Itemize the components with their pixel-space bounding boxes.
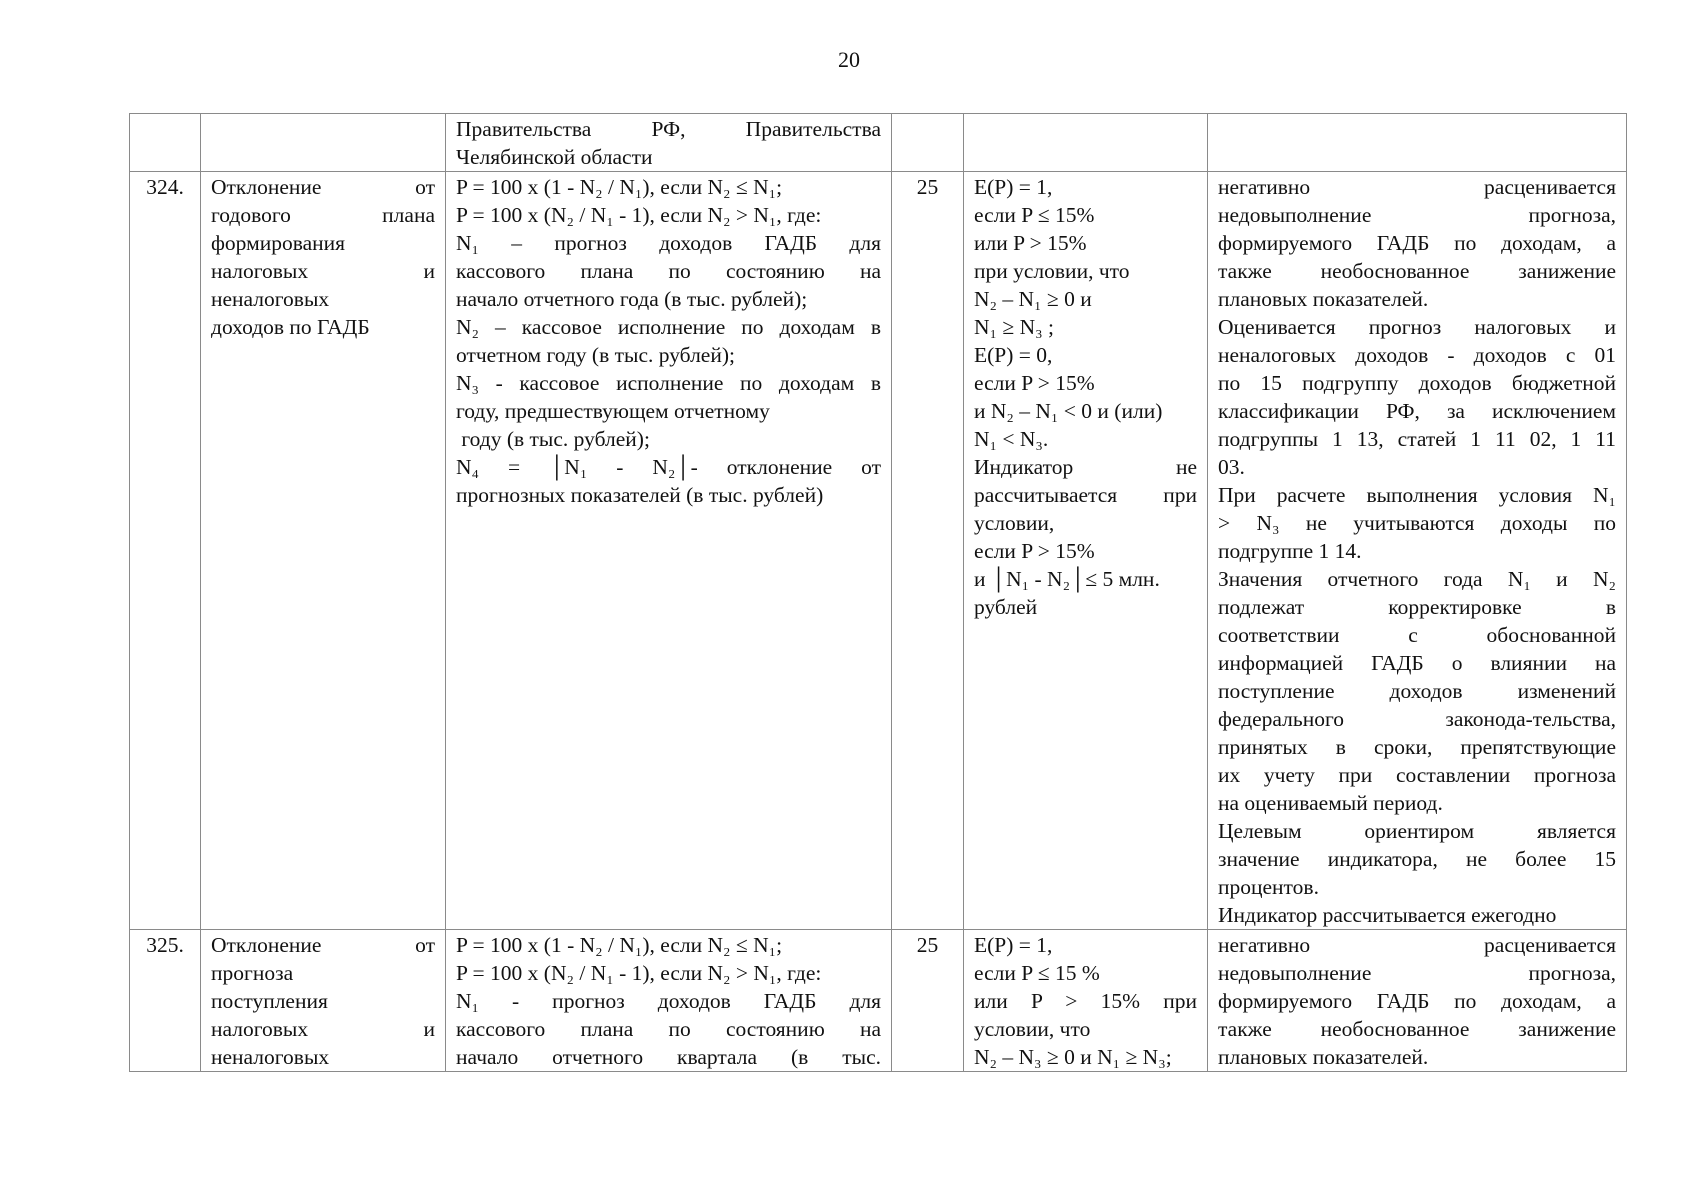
text-line: Индикатор не (974, 455, 1197, 479)
text-line: N₃ - кассовое исполнение по доходам в (456, 371, 881, 395)
text-line: условии, (974, 511, 1055, 535)
text-line: информацией ГАДБ о влиянии на (1218, 651, 1616, 675)
text-line: годового плана (211, 203, 435, 227)
text-line: доходов по ГАДБ (211, 315, 370, 339)
text-line: Целевым ориентиром является (1218, 819, 1616, 843)
text-line: на оцениваемый период. (1218, 791, 1443, 815)
evaluation-cell (964, 930, 1208, 1072)
text-line: Правительства РФ, Правительства (456, 117, 881, 141)
text-line: P = 100 x (N₂ / N₁ - 1), если N₂ > N₁, где: (456, 203, 822, 227)
text-line: или P > 15% при (974, 989, 1197, 1013)
text-line: прогноза (211, 961, 294, 985)
text-line: Значения отчетного года N₁ и N₂ (1218, 567, 1616, 591)
table-row (130, 930, 1627, 1072)
comment-cell (1208, 172, 1627, 930)
text-line: налоговых и (211, 259, 435, 283)
text-line: рассчитывается при (974, 483, 1197, 507)
comment-cell (1208, 930, 1627, 1072)
text-line: соответствии с обоснованной (1218, 623, 1616, 647)
text-line: году (в тыс. рублей); (456, 427, 650, 451)
comment-cell (1208, 114, 1627, 172)
text-line: Индикатор рассчитывается ежегодно (1218, 903, 1557, 927)
text-line: федерального законода-тельства, (1218, 707, 1616, 731)
text-line: > N₃ не учитываются доходы по (1218, 511, 1616, 535)
text-line: подгруппы 1 13, статей 1 11 02, 1 11 (1218, 427, 1616, 451)
text-line: году, предшествующем отчетному (456, 399, 770, 423)
weight-cell: 25 (892, 172, 964, 930)
text-line: формируемого ГАДБ по доходам, а (1218, 989, 1616, 1013)
text-line: E(P) = 0, (974, 343, 1053, 367)
weight-cell (892, 114, 964, 172)
row-number: 324. (130, 172, 201, 930)
text-line: подгруппе 1 14. (1218, 539, 1362, 563)
text-line: поступления (211, 989, 328, 1013)
text-line: прогнозных показателей (в тыс. рублей) (456, 483, 824, 507)
text-line: также необоснованное занижение (1218, 1017, 1616, 1041)
text-line: P = 100 x (1 - N₂ / N₁), если N₂ ≤ N₁; (456, 175, 783, 199)
text-line: негативно расценивается (1218, 933, 1616, 957)
text-line: неналоговых доходов - доходов с 01 (1218, 343, 1616, 367)
indicator-name-cell (201, 930, 446, 1072)
indicator-name-cell (201, 172, 446, 930)
page-number: 20 (838, 47, 860, 72)
text-line: или P > 15% (974, 231, 1087, 255)
text-line: если P ≤ 15% (974, 203, 1095, 227)
weight-cell: 25 (892, 930, 964, 1072)
text-line: кассового плана по состоянию на (456, 259, 881, 283)
text-line: N₂ – N₃ ≥ 0 и N₁ ≥ N₃; (974, 1045, 1172, 1069)
text-line: формируемого ГАДБ по доходам, а (1218, 231, 1616, 255)
text-line: также необоснованное занижение (1218, 259, 1616, 283)
evaluation-cell (964, 114, 1208, 172)
text-line: E(P) = 1, (974, 175, 1053, 199)
text-line: плановых показателей. (1218, 287, 1429, 311)
text-line: негативно расценивается (1218, 175, 1616, 199)
text-line: 03. (1218, 455, 1245, 479)
row-number: 325. (130, 930, 201, 1072)
text-line: Оценивается прогноз налоговых и (1218, 315, 1616, 339)
text-line: Отклонение от (211, 933, 435, 957)
text-line: поступление доходов изменений (1218, 679, 1616, 703)
text-line: При расчете выполнения условия N₁ (1218, 483, 1616, 507)
formula-cell (446, 114, 892, 172)
text-line: кассового плана по состоянию на (456, 1017, 881, 1041)
text-line: неналоговых (211, 287, 330, 311)
text-line: начало отчетного квартала (в тыс. (456, 1045, 881, 1069)
text-line: N₂ – кассовое исполнение по доходам в (456, 315, 881, 339)
text-line: подлежат корректировке в (1218, 595, 1616, 619)
text-line: и │N₁ - N₂│≤ 5 млн. (974, 567, 1160, 591)
text-line: значение индикатора, не более 15 (1218, 847, 1616, 871)
text-line: N₂ – N₁ ≥ 0 и (974, 287, 1092, 311)
text-line: плановых показателей. (1218, 1045, 1429, 1069)
name-cell (201, 114, 446, 172)
formula-cell (446, 930, 892, 1072)
text-line: N₁ < N₃. (974, 427, 1049, 451)
text-line: если P ≤ 15 % (974, 961, 1100, 985)
text-line: N₁ – прогноз доходов ГАДБ для (456, 231, 881, 255)
text-line: и N₂ – N₁ < 0 и (или) (974, 399, 1163, 423)
text-line: при условии, что (974, 259, 1130, 283)
text-line: Челябинской области (456, 145, 653, 169)
text-line: если P > 15% (974, 539, 1095, 563)
text-line: отчетном году (в тыс. рублей); (456, 343, 735, 367)
text-line: классификации РФ, за исключением (1218, 399, 1616, 423)
text-line: процентов. (1218, 875, 1319, 899)
text-line: N₄ = │N₁ - N₂│- отклонение от (456, 455, 881, 479)
text-line: недовыполнение прогноза, (1218, 203, 1616, 227)
num-cell (130, 114, 201, 172)
continuation-row (130, 114, 1627, 172)
text-line: недовыполнение прогноза, (1218, 961, 1616, 985)
formula-cell (446, 172, 892, 930)
indicator-table (129, 113, 1627, 1072)
text-line: P = 100 x (1 - N₂ / N₁), если N₂ ≤ N₁; (456, 933, 783, 957)
text-line: налоговых и (211, 1017, 435, 1041)
text-line: P = 100 x (N₂ / N₁ - 1), если N₂ > N₁, где: (456, 961, 822, 985)
text-line: если P > 15% (974, 371, 1095, 395)
text-line: N₁ - прогноз доходов ГАДБ для (456, 989, 881, 1013)
text-line: Отклонение от (211, 175, 435, 199)
text-line: принятых в сроки, препятствующие (1218, 735, 1616, 759)
text-line: их учету при составлении прогноза (1218, 763, 1616, 787)
table-row (130, 172, 1627, 930)
text-line: формирования (211, 231, 346, 255)
text-line: E(P) = 1, (974, 933, 1053, 957)
evaluation-cell (964, 172, 1208, 930)
text-line: рублей (974, 595, 1038, 619)
text-line: условии, что (974, 1017, 1091, 1041)
text-line: N₁ ≥ N₃ ; (974, 315, 1054, 339)
text-line: начало отчетного года (в тыс. рублей); (456, 287, 808, 311)
text-line: неналоговых (211, 1045, 330, 1069)
text-line: по 15 подгруппу доходов бюджетной (1218, 371, 1616, 395)
